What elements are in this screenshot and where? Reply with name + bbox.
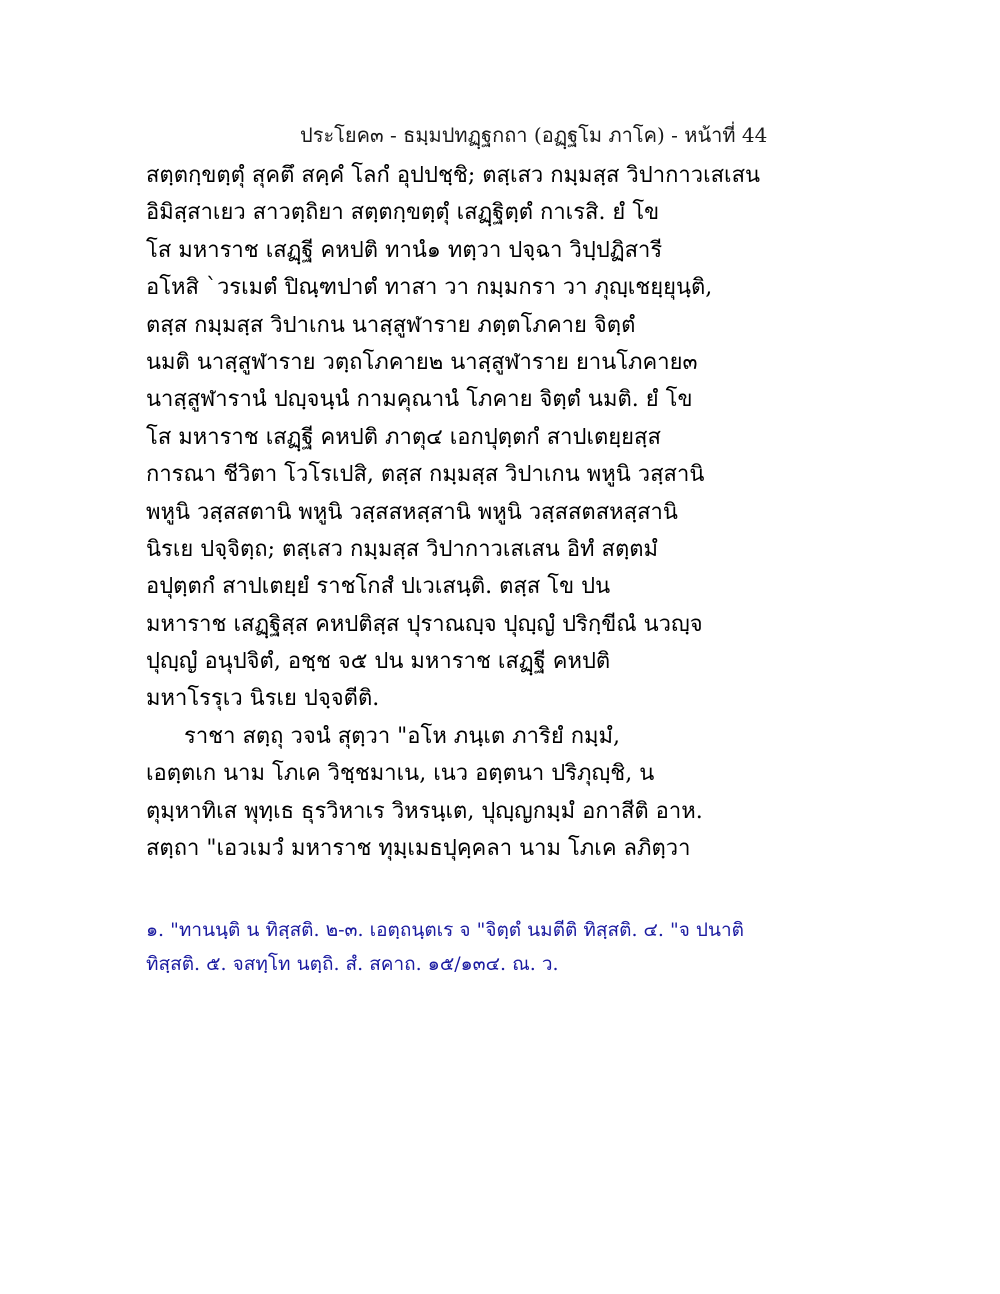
text-line: อโหสิ `วรเมตํ ปิณฺฑปาตํ ทาสา วา กมฺมกรา วา ภุญฺเชยฺยุนฺติ, — [146, 275, 713, 301]
text-line: ตสฺส กมฺมสฺส วิปาเกน นาสฺสูฬาราย ภตฺตโภคาย จิตฺตํ — [146, 312, 636, 338]
page-header: ประโยค๓ - ธมฺมปทฏฺฐกถา (อฏฺฐโม ภาโค) - หน้าที่ 44 — [300, 123, 768, 147]
text-line: ปุญฺญํ อนุปจิตํ, อชฺช จ๕ ปน มหาราช เสฏฺฐี คหปติ — [146, 649, 611, 675]
text-line: นาสฺสูฬารานํ ปญฺจนฺนํ กามคุณานํ โภคาย จิตฺตํ นมติ. ยํ โข — [146, 387, 693, 413]
text-line: อิมิสฺสาเยว สาวตฺถิยา สตฺตกฺขตฺตุํ เสฏฺฐิตฺตํ กาเรสิ. ยํ โข — [146, 200, 660, 226]
text-line: ตุมฺหาทิเส พุทฺเธ ธุรวิหาเร วิหรนฺเต, ปุญฺญกมฺมํ อกาสีติ อาห. — [146, 798, 703, 824]
text-line: มหาราช เสฏฺฐิสฺส คหปติสฺส ปุราณญฺจ ปุญฺญํ ปริกฺขีณํ นวญฺจ — [146, 611, 703, 637]
text-line: โส มหาราช เสฏฺฐี คหปติ ภาตุ๔ เอกปุตฺตกํ สาปเตยฺยสฺส — [146, 424, 661, 450]
text-line: สตฺตกฺขตฺตุํ สุคตึ สคฺคํ โลกํ อุปปชฺชิ; ตสฺเสว กมฺมสฺส วิปากาวเสเสน — [146, 163, 761, 188]
text-line: มหาโรรุเว นิรเย ปจฺจตีติ. — [146, 686, 380, 712]
text-line: อปุตฺตกํ สาปเตยฺยํ ราชโกสํ ปเวเสนฺติ. ตสฺส โข ปน — [146, 574, 611, 600]
text-line: เอตฺตเก นาม โภเค วิชฺชมาเน, เนว อตฺตนา ปริภุญฺชิ, น — [146, 761, 655, 787]
footnote-line: ๑. "ทานนฺติ น ทิสฺสติ. ๒-๓. เอตฺถนฺตเร จ "จิตฺตํ นมตีติ ทิสฺสติ. ๔. "จ ปนาติ — [146, 919, 744, 941]
text-line: นิรเย ปจฺจิตฺถ; ตสฺเสว กมฺมสฺส วิปากาวเสเสน อิทํ สตฺตมํ — [146, 536, 659, 562]
text-line: สตฺถา "เอวเมวํ มหาราช ทุมฺเมธปุคฺคลา นาม โภเค ลภิตฺวา — [146, 836, 691, 862]
footnotes — [146, 913, 744, 981]
main-text — [146, 157, 761, 867]
text-line: โส มหาราช เสฏฺฐี คหปติ ทานํ๑ ทตฺวา ปจฺฉา วิปฺปฏิสารี — [146, 237, 663, 263]
paragraph-start-line: ราชา สตฺถุ วจนํ สุตฺวา "อโห ภนฺเต ภาริยํ กมฺมํ, — [184, 723, 621, 749]
footnote-line: ทิสฺสติ. ๕. จสทฺโท นตฺถิ. สํ. สคาถ. ๑๕/๑๓๔. ณ. ว. — [146, 953, 559, 975]
text-line: พหูนิ วสฺสสตานิ พหูนิ วสฺสสหสฺสานิ พหูนิ วสฺสสตสหสฺสานิ — [146, 499, 678, 525]
text-line: การณา ชีวิตา โวโรเปสิ, ตสฺส กมฺมสฺส วิปาเกน พหูนิ วสฺสานิ — [146, 462, 705, 488]
text-line: นมติ นาสฺสูฬาราย วตฺถโภคาย๒ นาสฺสูฬาราย ยานโภคาย๓ — [146, 349, 698, 375]
